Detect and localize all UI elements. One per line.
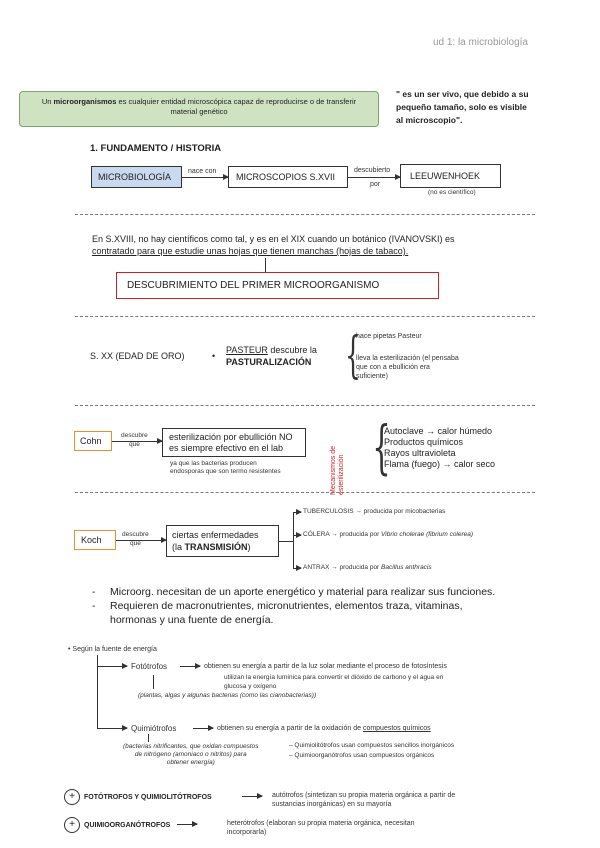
bullet-item: - Requieren de macronutrientes, micronutrientes, elementos traza, vitaminas, bbox=[92, 600, 463, 612]
por-label: por bbox=[370, 181, 381, 188]
pasteurization: PASTURALIZACIÓN bbox=[226, 357, 312, 367]
cohn-note2: endosporas que son termo resistentes bbox=[170, 468, 281, 475]
arrow-d2 bbox=[293, 535, 301, 536]
energy-title-text: Según la fuente de energía bbox=[72, 646, 157, 653]
bullet-text: Microorg. necesitan de un aporte energético y material para realizar sus funciones. bbox=[110, 586, 496, 598]
quimio-sub-1-text: Quimiolitótrofos usan compuestos sencillos inorgánicos bbox=[294, 742, 455, 749]
arrow-foto bbox=[97, 666, 127, 667]
cohn-box-line2: es siempre efectivo en el lab bbox=[169, 443, 284, 453]
brace: { bbox=[344, 326, 361, 384]
disease-3-a: ANTRAX → producida por bbox=[303, 564, 382, 571]
koch-desc1: descubre bbox=[122, 531, 149, 538]
arrow-cohn bbox=[112, 441, 162, 442]
method-3: Rayos ultravioleta bbox=[384, 448, 456, 458]
pasteur-rest: descubre la bbox=[267, 345, 317, 355]
pasteur-b2b: que con a ebullición era bbox=[356, 364, 430, 371]
koch-desc2: que bbox=[130, 540, 141, 547]
disease-2 bbox=[303, 531, 473, 539]
cohn-label: Cohn bbox=[80, 436, 102, 446]
definition-text: es cualquier entidad microscópica capaz de reproducirse o de transferir material genético bbox=[116, 97, 357, 116]
leeuwenhoek-label: LEEUWENHOEK bbox=[410, 171, 481, 181]
quimiotrofos: Quimiótrofos bbox=[131, 724, 177, 733]
f1-desc-1: autótrofos (sintetizan su propia materia orgánica a partir de bbox=[272, 792, 456, 799]
divider bbox=[75, 316, 535, 317]
pasteur-b2a: lleva la esterilización (el pensaba bbox=[356, 355, 459, 362]
pasteur-name: PASTEUR bbox=[226, 345, 268, 355]
divider bbox=[75, 405, 535, 406]
microscopios-box bbox=[228, 166, 348, 188]
descubierto-label: descubierto bbox=[354, 167, 391, 174]
koch-box bbox=[74, 530, 116, 550]
plus-circle-1: + bbox=[64, 789, 80, 805]
definition-lead: Un bbox=[41, 97, 54, 106]
plus-circle-2: + bbox=[64, 817, 80, 833]
bullet-text: Requieren de macronutrientes, micronutrientes, elementos traza, vitaminas, bbox=[110, 600, 463, 612]
discovery-box bbox=[116, 272, 439, 299]
bullet-item bbox=[92, 613, 495, 627]
microbiologia-label: MICROBIOLOGÍA bbox=[98, 172, 172, 182]
foto-desc-2: utilizan la energía lumínica para convertir el dióxido de carbono y el agua en bbox=[224, 674, 444, 681]
arrow-f1 bbox=[242, 796, 262, 797]
pasteur-b1: hace pipetas Pasteur bbox=[356, 333, 422, 340]
arrow-quimio bbox=[97, 728, 127, 729]
koch-finding-box bbox=[166, 525, 279, 557]
disease-2-a: CÓLERA → producida por bbox=[303, 531, 382, 538]
quimio-ex-line bbox=[148, 734, 149, 742]
energy-title: • Según la fuente de energía bbox=[68, 646, 157, 653]
arrow-nace bbox=[182, 177, 228, 178]
vertical-line2: esterilización bbox=[338, 454, 345, 495]
cohn-note1: ya que las bacterias producen bbox=[170, 460, 257, 467]
koch-box-line2 bbox=[172, 542, 251, 553]
koch-branch-v bbox=[293, 512, 294, 568]
pasteur-line bbox=[226, 345, 317, 356]
disease-3 bbox=[303, 564, 432, 572]
quimio-ex-2: de nitrógeno (amoniaco o nitritos) para bbox=[134, 751, 247, 758]
method-2: Productos químicos bbox=[384, 437, 464, 447]
disease-1: TUBERCULOSIS → producida por micobacterias bbox=[303, 508, 446, 515]
foto-ex-line bbox=[153, 675, 154, 689]
quimio-ex-1: (bacterias nitrificantes, que oxidan compuestos bbox=[123, 743, 259, 750]
divider bbox=[75, 492, 535, 493]
method-4: Flama (fuego) → calor seco bbox=[384, 459, 496, 469]
nace-con-label: nace con bbox=[188, 168, 217, 175]
koch-box2c: ) bbox=[247, 542, 251, 552]
f2-desc-2: incorporarla) bbox=[227, 829, 267, 836]
section-title: 1. FUNDAMENTO / HISTORIA bbox=[90, 143, 222, 154]
fototrofos-quimiolitotrofos: FOTÓTROFOS Y QUIMIOLITÓTROFOS bbox=[84, 794, 212, 801]
pasteur-b2c: suficiente) bbox=[356, 373, 388, 380]
quimio-desc-1: obtienen su energía a partir de la oxidación de bbox=[217, 725, 363, 732]
quimioorganotrofos: QUIMIOORGANÓTROFOS bbox=[84, 822, 171, 829]
arrow-koch bbox=[116, 540, 166, 541]
era-label: S. XX (EDAD DE ORO) bbox=[90, 351, 185, 361]
xix-line-2: contratado para que estudie unas hojas que tienen manchas (hojas de tabaco). bbox=[92, 246, 409, 256]
f1-desc-2: sustancias inorgánicas) en su mayoría bbox=[272, 801, 392, 808]
koch-branch bbox=[279, 541, 293, 542]
koch-box-line1: ciertas enfermedades bbox=[172, 530, 259, 540]
bullet-dot: • bbox=[212, 351, 216, 361]
header-title: ud 1: la microbiología bbox=[432, 37, 528, 48]
cohn-desc1: descubre bbox=[121, 432, 148, 439]
foto-desc-1: obtienen su energía a partir de la luz solar mediante el proceso de fotosíntesis bbox=[204, 663, 447, 670]
koch-label: Koch bbox=[81, 535, 102, 545]
microbiologia-box bbox=[91, 166, 182, 188]
bullet-text: hormonas y una fuente de energía. bbox=[110, 614, 274, 626]
quimio-ex-3: obtener energía) bbox=[166, 759, 215, 766]
sterilization-vertical-label bbox=[330, 446, 346, 495]
arrow-d3 bbox=[293, 568, 301, 569]
arrow-f2 bbox=[177, 824, 197, 825]
bullet-item: - Microorg. necesitan de un aporte energético y material para realizar sus funciones. bbox=[92, 586, 496, 598]
cohn-finding-box bbox=[162, 428, 306, 457]
xix-line-1: En S.XVIII, no hay científicos como tal, y es en el XIX cuando un botánico (IVANOVSKI) es bbox=[92, 234, 455, 244]
quimio-sub-2-text: Quimioorganótrofos usan compuestos orgánicos bbox=[294, 752, 435, 759]
definition-term: microorganismos bbox=[53, 97, 117, 106]
discovery-label: DESCUBRIMIENTO DEL PRIMER MICROORGANISMO bbox=[127, 280, 380, 291]
definition-quote: " es un ser vivo, que debido a su pequeño tamaño, solo es visible al microscopio". bbox=[396, 89, 529, 125]
arrow-foto-desc bbox=[180, 666, 200, 667]
foto-example: (plantas, algas y algunas bacterias (como las cianobacterias)) bbox=[138, 692, 317, 699]
arrow-quimio-desc bbox=[193, 728, 213, 729]
quimio-sub-2: – Quimioorganótrofos usan compuestos orgánicos bbox=[289, 752, 435, 759]
quimio-desc-2: compuestos químicos bbox=[362, 725, 431, 732]
xix-connector bbox=[265, 258, 266, 273]
disease-3-b: Bacillus anthracis bbox=[381, 564, 432, 571]
bullet-list bbox=[92, 585, 495, 627]
quimio-desc bbox=[217, 724, 431, 733]
cohn-box bbox=[74, 431, 112, 451]
cohn-desc2: que bbox=[129, 441, 140, 448]
fototrofos: Fotótrofos bbox=[131, 662, 168, 671]
arrow-d1 bbox=[293, 512, 301, 513]
definition-box bbox=[19, 91, 379, 127]
leeuwenhoek-note: (no es científico) bbox=[428, 189, 476, 196]
quimio-sub-1: – Quimiolitótrofos usan compuestos sencillos inorgánicos bbox=[289, 742, 455, 749]
leeuwenhoek-box bbox=[400, 164, 501, 188]
quimio-example bbox=[123, 743, 259, 767]
koch-box2a: (la bbox=[172, 542, 185, 552]
f2-desc-1: heterótrofos (elaboran su propia materia orgánica, necesitan bbox=[227, 820, 415, 827]
transmission: TRANSMISIÓN bbox=[184, 542, 248, 552]
disease-2-b: Vibrio cholerae (fibrium colerea) bbox=[381, 531, 474, 538]
vertical-line1: Mecanismos de bbox=[330, 445, 337, 495]
foto-desc-3: glucosa y oxígeno bbox=[224, 683, 277, 690]
brace: { bbox=[372, 413, 391, 481]
method-1: Autoclave → calor húmedo bbox=[384, 426, 493, 436]
microscopios-label: MICROSCOPIOS S.XVII bbox=[236, 172, 336, 182]
divider bbox=[75, 214, 535, 215]
arrow-descubierto bbox=[348, 177, 400, 178]
cohn-box-line1: esterilización por ebullición NO bbox=[169, 432, 293, 442]
